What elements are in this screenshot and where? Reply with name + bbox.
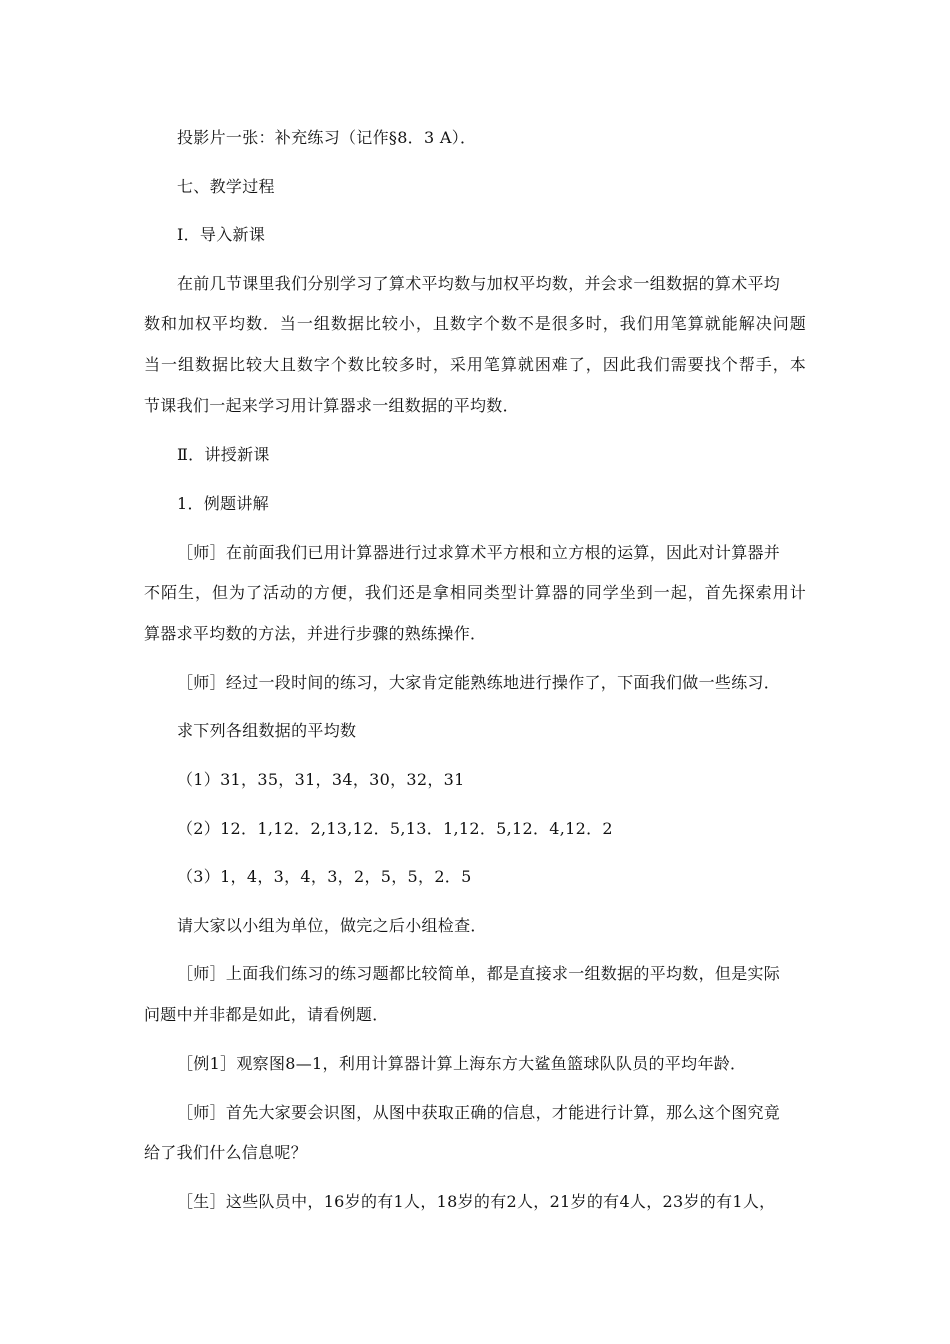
paragraph-line: 在前几节课里我们分别学习了算术平均数与加权平均数，并会求一组数据的算术平均 [177,274,781,293]
paragraph-line: 请大家以小组为单位，做完之后小组检查． [177,916,487,935]
paragraph-line: ［生］这些队员中，16岁的有1人，18岁的有2人，21岁的有4人，23岁的有1人， [177,1192,776,1211]
section-heading-teaching-process: 七、教学过程 [177,177,275,196]
paragraph-line: ［师］经过一段时间的练习，大家肯定能熟练地进行操作了，下面我们做一些练习． [177,673,781,692]
paragraph-line: 数和加权平均数．当一组数据比较小，且数字个数不是很多时，我们用笔算就能解决问题 [144,314,806,333]
paragraph-line: 给了我们什么信息呢？ [144,1143,308,1162]
paragraph-line: ［师］上面我们练习的练习题都比较简单，都是直接求一组数据的平均数，但是实际 [177,964,781,983]
paragraph-line: 不陌生，但为了活动的方便，我们还是拿相同类型计算器的同学坐到一起，首先探索用计 [144,583,806,602]
materials-line: 投影片一张：补充练习（记作§8．3 A）． [177,128,477,147]
exercise-item: （1）31，35，31，34，30，32，31 [177,770,465,789]
item-heading-examples: 1．例题讲解 [177,494,269,513]
paragraph-line: 算器求平均数的方法，并进行步骤的熟练操作． [144,624,487,643]
exercise-prompt: 求下列各组数据的平均数 [177,721,357,740]
subsection-heading-introduction: Ⅰ．导入新课 [177,225,266,244]
exercise-item: （3）1，4，3，4，3，2，5，5，2．5 [177,867,472,886]
paragraph-line: 问题中并非都是如此，请看例题． [144,1005,389,1024]
paragraph-line: ［师］首先大家要会识图，从图中获取正确的信息，才能进行计算，那么这个图究竟 [177,1103,781,1122]
subsection-heading-new-lesson: Ⅱ．讲授新课 [177,445,270,464]
paragraph-line: ［师］在前面我们已用计算器进行过求算术平方根和立方根的运算，因此对计算器并 [177,543,781,562]
example-statement: ［例1］观察图8—1，利用计算器计算上海东方大鲨鱼篮球队队员的平均年龄． [177,1054,747,1073]
exercise-item: （2）12．1,12．2,13,12．5,13．1,12．5,12．4,12．2 [177,819,613,838]
paragraph-line: 当一组数据比较大且数字个数比较多时，采用笔算就困难了，因此我们需要找个帮手，本 [144,355,806,374]
paragraph-line: 节课我们一起来学习用计算器求一组数据的平均数． [144,396,519,415]
